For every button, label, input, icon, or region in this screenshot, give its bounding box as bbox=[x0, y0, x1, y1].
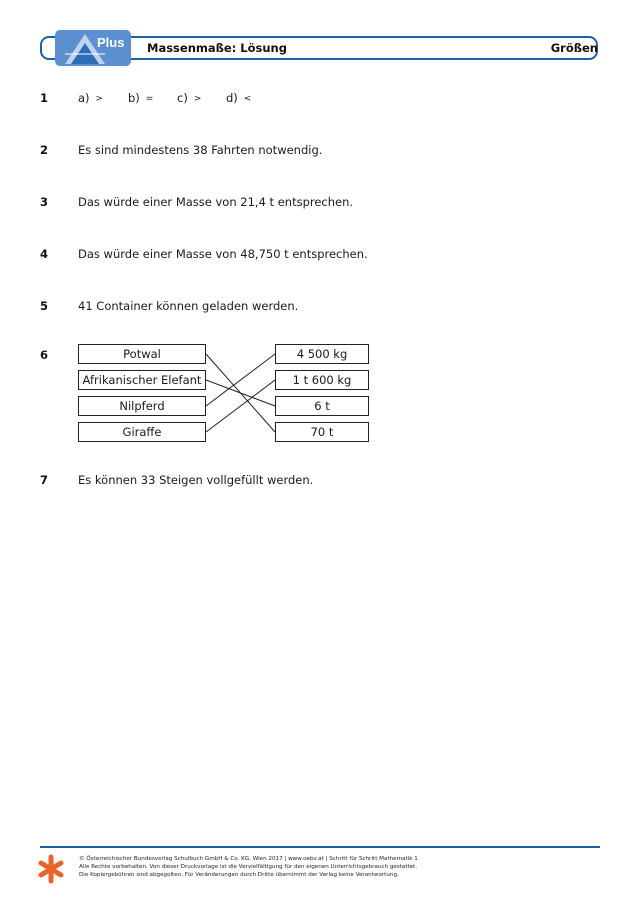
footer-line-1: © Österreichischer Bundesverlag Schulbuch GmbH & Co. KG, Wien 2017 | www.oebv.at | Schritt für Schritt Mathematik 1 bbox=[79, 856, 418, 862]
publisher-logo-icon bbox=[38, 854, 64, 884]
answer-7: Es können 33 Steigen vollgefüllt werden. bbox=[78, 473, 314, 487]
topic-label: Größen bbox=[550, 41, 598, 55]
animal-box-nilpferd: Nilpferd bbox=[78, 396, 206, 416]
compare-c-label: c) bbox=[177, 91, 188, 105]
compare-b-label: b) bbox=[128, 91, 140, 105]
task-number-6: 6 bbox=[40, 348, 49, 362]
mass-box-2: 1 t 600 kg bbox=[275, 370, 369, 390]
mass-box-4: 70 t bbox=[275, 422, 369, 442]
answer-2: Es sind mindestens 38 Fahrten notwendig. bbox=[78, 143, 323, 157]
answer-5: 41 Container können geladen werden. bbox=[78, 299, 299, 313]
answer-3: Das würde einer Masse von 21,4 t entsprechen. bbox=[78, 195, 354, 209]
compare-c-symbol: > bbox=[193, 94, 202, 104]
page-title: Massenmaße: Lösung bbox=[147, 41, 287, 55]
match-line-3 bbox=[206, 354, 275, 406]
task-number-2: 2 bbox=[40, 143, 49, 157]
footer-divider bbox=[40, 846, 600, 848]
footer-copyright bbox=[79, 855, 418, 879]
mass-box-1: 4 500 kg bbox=[275, 344, 369, 364]
animal-box-potwal: Potwal bbox=[78, 344, 206, 364]
compare-a-label: a) bbox=[78, 91, 90, 105]
footer-line-3: Die Kopiergebühren sind abgegolten. Für Veränderungen durch Dritte übernimmt der Verlag keine Verantwortung. bbox=[79, 872, 399, 878]
task-number-7: 7 bbox=[40, 473, 49, 487]
task-number-3: 3 bbox=[40, 195, 49, 209]
match-line-4 bbox=[206, 380, 275, 432]
task-number-4: 4 bbox=[40, 247, 49, 261]
logo-text: Plus bbox=[97, 35, 125, 50]
match-line-2 bbox=[206, 380, 275, 406]
compare-d-label: d) bbox=[226, 91, 238, 105]
task-number-5: 5 bbox=[40, 299, 49, 313]
compare-b-symbol: = bbox=[145, 94, 154, 104]
compare-d-symbol: < bbox=[243, 94, 252, 104]
task-number-1: 1 bbox=[40, 91, 49, 105]
mass-box-3: 6 t bbox=[275, 396, 369, 416]
footer-line-2: Alle Rechte vorbehalten. Von dieser Druckvorlage ist die Vervielfältigung für den eigenen Unterrichtsgebrauch gestattet. bbox=[79, 864, 418, 870]
animal-box-giraffe: Giraffe bbox=[78, 422, 206, 442]
answer-4: Das würde einer Masse von 48,750 t entsprechen. bbox=[78, 247, 368, 261]
compare-a-symbol: > bbox=[95, 94, 104, 104]
animal-box-elefant: Afrikanischer Elefant bbox=[78, 370, 206, 390]
